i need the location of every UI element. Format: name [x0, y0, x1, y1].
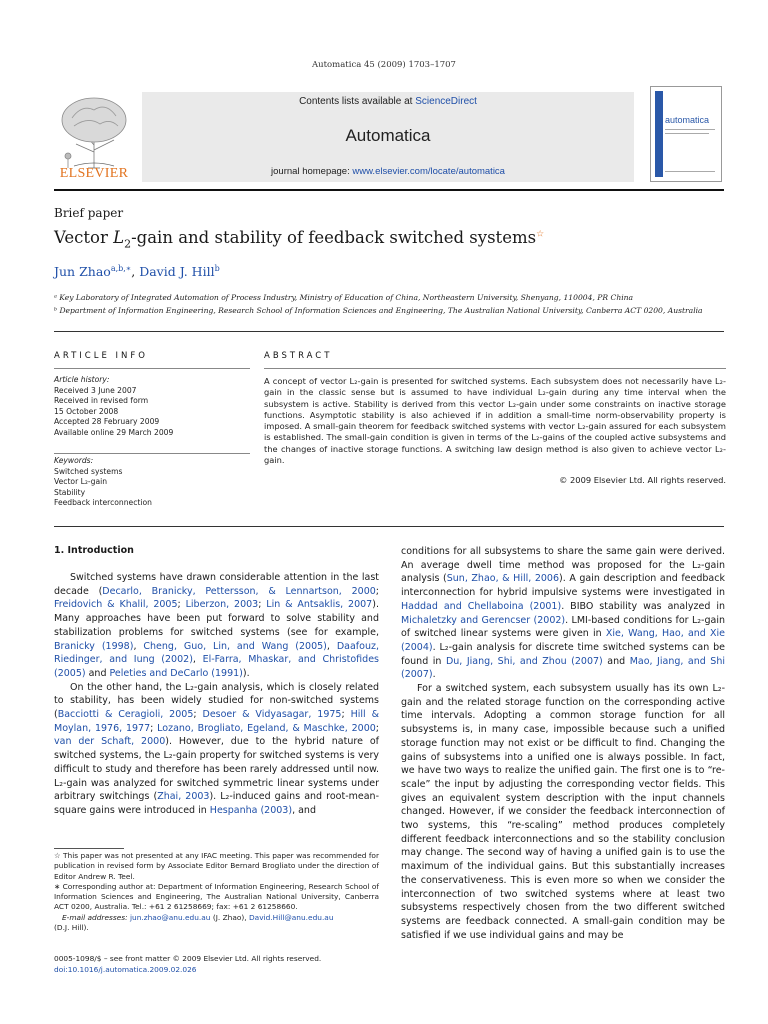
intro-paragraph-4: For a switched system, each subsystem usually has its own L₂-gain and the related storage function on the corresponding active time intervals. Adopting a common storage function for all subsystems is, in many case, impossible because such a unified storage function may not exist or be difficult to find. Changing the gains of subsystems into a unified one is always possible. In fact, we have two ways to realize the unified gain. The first one is to “re-scale” the input by adjusting the corresponding vector fields. This gives an equivalent system description with the input channels changed. However, if we consider the feedback interconnection of two systems, this “re-scaling” method produces completely different feedback interconnections and so the stability conclusion may change. The second way of having a unified gain is to use the maximum of the individual gains. But this substantially increases the conservativeness. This is even more so when we consider the interconnection of two switched systems where at least two subsystems respectively chosen from the two different switched systems are feedback connected. A small-gain condition may be satisfied if we use individual gains and may be: [401, 683, 725, 941]
paragraph-text: ;: [375, 585, 379, 597]
paragraph-text: conditions for all subsystems to share the same gain were derived. An average dwell time method was proposed for the L₂-gain analysis (: [401, 546, 725, 585]
author-affiliation-mark[interactable]: a,b,∗: [110, 264, 132, 273]
citation-link[interactable]: Cheng, Guo, Lin, and Wang (2005): [143, 640, 327, 652]
keywords-label: Keywords:: [54, 456, 94, 465]
paragraph-text: and: [602, 655, 630, 667]
corresponding-author-note: ∗ Corresponding author at: Department of Information Engineering, Research School of Information Sciences and Engineering, The Australian National University, Canberra ACT 0200, Australia. Tel.: +61 2 61258669; fax: +61 2 61258660.: [54, 881, 379, 912]
history-entry: 15 October 2008: [54, 406, 119, 416]
paragraph-text: ). L₂-induced gains and root-mean-square gains were introduced in: [54, 791, 379, 816]
email-owner: (D.J. Hill).: [54, 923, 89, 933]
paragraph-text: , and: [292, 804, 316, 816]
citation-link[interactable]: Mao, Jiang, and Shi (2007): [401, 655, 725, 681]
citation-link[interactable]: Lozano, Brogliato, Egeland, & Maschke, 2000: [157, 722, 376, 734]
right-column: [401, 545, 725, 942]
header-divider: [54, 331, 724, 332]
journal-cover-thumbnail: [650, 86, 722, 182]
author-affiliation-mark[interactable]: b: [214, 264, 220, 273]
title-part: Vector: [54, 228, 114, 247]
cover-stripe: [655, 91, 663, 177]
paragraph-text: .: [432, 669, 436, 681]
issn-line: 0005-1098/$ – see front matter © 2009 Elsevier Ltd. All rights reserved.: [54, 954, 322, 963]
homepage-prefix: journal homepage:: [271, 166, 353, 177]
citation-link[interactable]: Zhai, 2003: [157, 791, 210, 803]
contents-availability: [142, 96, 634, 107]
paragraph-text: ). Many approaches have been put forward to solve stability and stabilization problems for switched systems (see for example,: [54, 599, 379, 638]
paragraph-text: ;: [375, 722, 379, 734]
affiliation: ᵇ Department of Information Engineering, Research School of Information Sciences and Engineering, The Australian National University, Canberra ACT 0200, Australia: [54, 306, 703, 315]
paragraph-text: ,: [326, 640, 337, 652]
citation-link[interactable]: Decarlo, Branicky, Pettersson, & Lennartson, 2000: [102, 585, 376, 597]
article-info-heading: ARTICLE INFO: [54, 351, 148, 361]
email-addresses: [54, 913, 379, 923]
paragraph-text: ).: [242, 667, 250, 679]
author-name[interactable]: David J. Hill: [139, 264, 215, 280]
keywords: [54, 456, 250, 509]
paragraph-text: ,: [133, 640, 144, 652]
intro-paragraph-3: [401, 545, 725, 682]
cover-rule: [665, 133, 709, 134]
paragraph-text: and: [85, 667, 110, 679]
section-heading-introduction: 1. Introduction: [54, 545, 134, 556]
history-entry: Received 3 June 2007: [54, 385, 137, 395]
paragraph-text: ;: [341, 709, 351, 721]
keywords-rule: [54, 453, 250, 454]
citation-link[interactable]: Peleties and DeCarlo (1991): [109, 667, 243, 679]
abstract-rule: [264, 368, 726, 369]
citation-link[interactable]: Michaletzky and Gerencser (2002): [401, 614, 566, 626]
citation-link[interactable]: Haddad and Chellaboina (2001): [401, 600, 562, 612]
paragraph-text: ;: [150, 722, 158, 734]
intro-paragraph-1: [54, 571, 379, 681]
intro-paragraph-2: [54, 681, 379, 818]
author-name[interactable]: Jun Zhao: [54, 264, 111, 280]
footnote-rule: [54, 848, 124, 849]
history-entry: Accepted 28 February 2009: [54, 417, 160, 426]
cover-rule: [665, 129, 715, 130]
title-footnote-mark[interactable]: ☆: [536, 229, 545, 240]
citation-link[interactable]: Freidovich & Khalil, 2005: [54, 599, 178, 611]
article-history: [54, 375, 250, 438]
keyword: Stability: [54, 487, 86, 497]
citation-link[interactable]: Xie, Wang, Hao, and Xie (2004): [401, 628, 726, 653]
publisher-name: ELSEVIER: [59, 166, 129, 181]
article-type: Brief paper: [54, 206, 124, 220]
citation-link[interactable]: Daafouz, Riedinger, and Iung (2002): [54, 640, 379, 666]
email-owner: (J. Zhao),: [210, 912, 249, 922]
contents-prefix: Contents lists available at: [299, 96, 416, 107]
paragraph-text: ;: [177, 599, 186, 611]
masthead-rule: [54, 189, 724, 191]
paragraph-text: ,: [192, 654, 203, 666]
citation-link[interactable]: Liberzon, 2003: [185, 599, 259, 611]
journal-masthead: [54, 86, 724, 190]
article-info-rule: [54, 368, 250, 369]
journal-citation: Automatica 45 (2009) 1703–1707: [312, 60, 456, 70]
left-column: [54, 571, 379, 818]
email-link[interactable]: David.Hill@anu.edu.au: [248, 912, 334, 922]
citation-link[interactable]: van der Schaft, 2000: [54, 736, 166, 748]
citation-link[interactable]: Du, Jiang, Shi, and Zhou (2007): [445, 655, 603, 667]
citation-link[interactable]: Bacciotti & Ceragioli, 2005: [57, 709, 194, 721]
email-label: E-mail addresses:: [62, 912, 130, 922]
title-subscript: 2: [124, 237, 132, 251]
abstract-body: A concept of vector L₂-gain is presented for switched systems. Each subsystem does not necessarily have L₂-gain in the classic sense but is assumed to have individual L₂-gain during any time interval when the subsystem is active. Stability is derived from this vector L₂-gain under some constraints on inactive storage functions. Asymptotic stability is also achieved if in addition a small-time norm-observability property is imposed. A small-gain theorem for feedback switched systems with vector L₂-gain assured for each subsystem is established. The small-gain condition is given in terms of the L₂-gains of the coupled active subsystems and the changes of inactive storage functions. A switching law design method is also given to achieve vector L₂-gain.: [264, 376, 726, 466]
doi-link[interactable]: doi:10.1016/j.automatica.2009.02.026: [54, 965, 197, 974]
history-label: Article history:: [54, 375, 110, 384]
paragraph-text: . LMI-based conditions for L₂-gain of switched linear systems were given in: [401, 614, 725, 640]
paragraph-text: ). A gain description and feedback interconnection for hybrid impulsive systems were investigated in: [401, 573, 725, 599]
history-entry: Received in revised form: [54, 396, 149, 405]
citation-link[interactable]: Desoer & Vidyasagar, 1975: [202, 709, 342, 721]
citation-link[interactable]: Hespanha (2003): [209, 804, 293, 816]
title-symbol: L: [113, 228, 125, 247]
paragraph-text: ;: [193, 709, 203, 721]
contents-banner: [142, 92, 634, 182]
paragraph-text: ). However, due to the hybrid nature of switched systems, the L₂-gain property for switched systems is very difficult to study and therefore has been rarely addressed until now. L₂-gain was analyzed for switched symmetric linear systems under arbitrary switchings (: [54, 736, 379, 803]
keyword: Switched systems: [54, 466, 123, 476]
paragraph-text: ;: [258, 599, 267, 611]
citation-link[interactable]: El-Farra, Mhaskar, and Christofides (2005): [54, 654, 379, 679]
paragraph-text: Switched systems have drawn considerable attention in the last decade (: [54, 572, 379, 597]
body-divider: [54, 526, 724, 527]
citation-link[interactable]: Lin & Antsaklis, 2007: [266, 599, 373, 611]
abstract-heading: ABSTRACT: [264, 351, 333, 361]
paragraph-text: . L₂-gain analysis for discrete time switched systems can be found in: [401, 641, 725, 667]
citation-link[interactable]: Sun, Zhao, & Hill, 2006: [446, 573, 560, 585]
citation-link[interactable]: Branicky (1998): [54, 640, 134, 652]
email-link[interactable]: jun.zhao@anu.edu.au: [129, 912, 211, 922]
keyword: Feedback interconnection: [54, 498, 152, 507]
footnotes: [54, 851, 379, 933]
journal-title: Automatica: [345, 126, 431, 145]
sciencedirect-link[interactable]: ScienceDirect: [415, 96, 477, 107]
paragraph-text: . BIBO stability was analyzed in: [561, 600, 725, 612]
citation-link[interactable]: Hill & Moylan, 1976, 1977: [54, 709, 379, 734]
article-title: [54, 228, 544, 250]
title-part: -gain and stability of feedback switched systems: [131, 228, 537, 247]
funding-footnote: ☆ This paper was not presented at any IFAC meeting. This paper was recommended for publication in revised form by Associate Editor Bernard Brogliato under the direction of Editor Andrew R. Teel.: [54, 851, 379, 881]
cover-title: automatica: [665, 115, 710, 125]
author-separator: ,: [131, 264, 140, 280]
cover-rule: [665, 171, 715, 172]
history-entry: Available online 29 March 2009: [54, 427, 174, 437]
copyright-notice: © 2009 Elsevier Ltd. All rights reserved.: [559, 475, 726, 485]
homepage-link[interactable]: www.elsevier.com/locate/automatica: [352, 166, 505, 177]
article-metadata: [54, 953, 321, 975]
affiliation: ᵃ Key Laboratory of Integrated Automation of Process Industry, Ministry of Education of China, Northeastern University, Shenyang, 110004, PR China: [54, 293, 634, 302]
paragraph-text: On the other hand, the L₂-gain analysis, which is closely related to stability, has been widely studied for non-switched systems (: [54, 681, 379, 721]
journal-homepage: [142, 166, 634, 177]
keyword: Vector L₂-gain: [54, 477, 108, 486]
author-list: [54, 264, 220, 279]
